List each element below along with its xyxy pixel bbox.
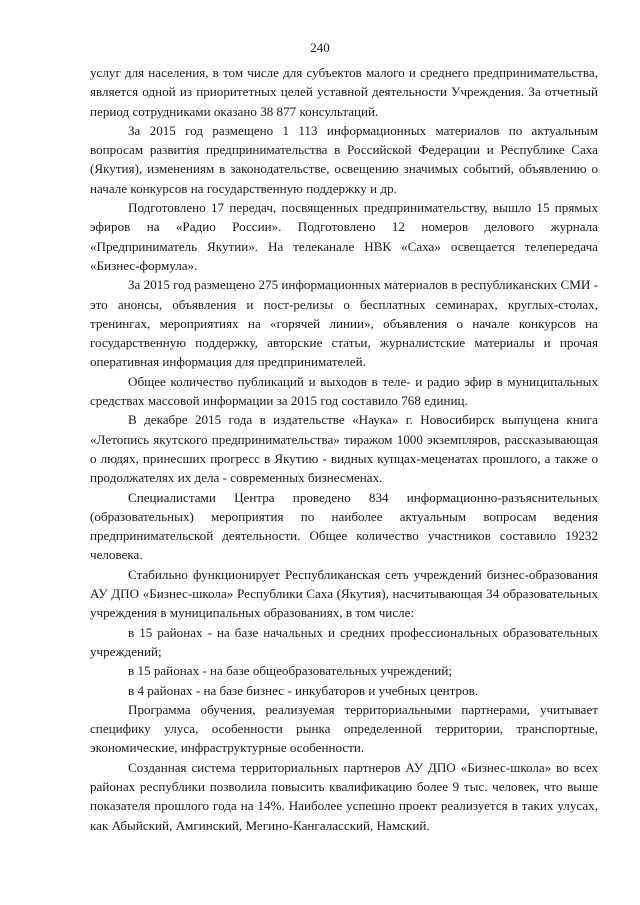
paragraph-republican-media: За 2015 год размещено 275 информационных материалов в республиканских СМИ - это анонсы, объявления и пост-релизы о бесплатных семинарах, круглых-столах, тренингах, мероприятиях на «горячей линии», объявления о начале конкурсов на государственную поддержку, авторские статьи, журналистские материалы и прочая оперативная информация для предпринимателей. [90, 277, 598, 370]
paragraph-territorial-partners: Созданная система территориальных партнеров АУ ДПО «Бизнес-школа» во всех районах республики позволила повысить квалификацию более 9 тыс. человек, что выше показателя прошлого года на 14%. Наиболее успешно проект реализуется в таких улусах, как Абыйский, Амгинский, Мегино-Кангаласский, Намский. [90, 759, 598, 833]
list-item-general-education: в 15 районах - на базе общеобразовательных учреждений; [128, 663, 452, 679]
page-number: 240 [310, 40, 330, 55]
list-item-incubators: в 4 районах - на базе бизнес - инкубаторов и учебных центров. [128, 682, 479, 698]
list-item-vocational: в 15 районах - на базе начальных и средних профессиональных образовательных учреждений; [90, 624, 598, 659]
paragraph-educational-events: Специалистами Центра проведено 834 информационно-разъяснительных (образовательных) мероприятия по наиболее актуальным вопросам ведения предпринимательской деятельности. Общее количество участников составило 19232 человека. [90, 489, 598, 563]
paragraph-information-materials: За 2015 год размещено 1 113 информационных материалов по актуальным вопросам развития предпринимательства в Российской Федерации и Республике Саха (Якутия), изменениям в законодательстве, освещению значимых событий, объявлению о начале конкурсов на государственную поддержку и др. [90, 122, 598, 196]
paragraph-municipal-media: Общее количество публикаций и выходов в теле- и радио эфир в муниципальных средствах массовой информации за 2015 год составило 768 единиц. [90, 373, 598, 409]
paragraph-book-publication: В декабре 2015 года в издательстве «Наука» г. Новосибирск выпущена книга «Летопись якутского предпринимательства» тиражом 1000 экземпляров, рассказывающая о людях, принесших прогресс в Якутию - видных купцах-меценатах прошлого, а также о продолжателях их дела - современных бизнесменах. [90, 412, 598, 486]
paragraph-business-school-network: Стабильно функционирует Республиканская сеть учреждений бизнес-образования АУ ДПО «Бизнес-школа» Республики Саха (Якутия), насчитывающая 34 образовательных учреждения в муниципальных образованиях, в том числе: [90, 566, 598, 621]
paragraph-continuation: услуг для населения, в том числе для субъектов малого и среднего предпринимательства, является одной из приоритетных целей уставной деятельности Учреждения. За отчетный период сотрудниками оказано 38 877 консультаций. [90, 65, 598, 119]
paragraph-broadcasts: Подготовлено 17 передач, посвященных предпринимательству, вышло 15 прямых эфиров на «Радио России». Подготовлено 12 номеров делового журнала «Предприниматель Якутии». На телеканале НВК «Саха» освещается телепередача «Бизнес-формула». [90, 200, 598, 273]
document-body [90, 63, 598, 835]
paragraph-training-program: Программа обучения, реализуемая территориальными партнерами, учитывает специфику улуса, особенности рынка определенной территории, транспортные, экономические, инфраструктурные особенности. [90, 701, 598, 756]
